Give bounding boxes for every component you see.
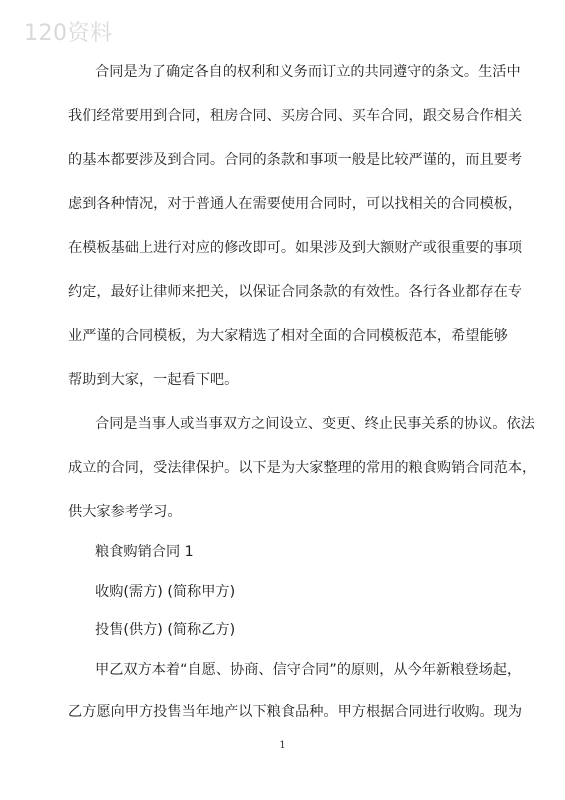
buyer-line: 收购(需方) (简称甲方) (95, 584, 236, 600)
paragraph-line: 乙方愿向甲方投售当年地产以下粮食品种。甲方根据合同进行收购。现为 (68, 704, 523, 720)
seller-line: 投售(供方) (简称乙方) (95, 622, 236, 638)
contract-title: 粮食购销合同 1 (95, 544, 194, 560)
paragraph-line: 约定，最好让律师来把关，以保证合同条款的有效性。各行各业都存在专 (68, 284, 523, 300)
paragraph-line: 成立的合同，受法律保护。以下是为大家整理的常用的粮食购销合同范本， (68, 460, 537, 476)
paragraph-line: 合同是当事人或当事双方之间设立、变更、终止民事关系的协议。依法 (95, 416, 535, 432)
paragraph-line: 的基本都要涉及到合同。合同的条款和事项一般是比较严谨的，而且要考 (68, 152, 523, 168)
paragraph-line: 在模板基础上进行对应的修改即可。如果涉及到大额财产或很重要的事项 (68, 240, 523, 256)
paragraph-line: 业严谨的合同模板，为大家精选了相对全面的合同模板范本，希望能够 (68, 328, 508, 344)
watermark-logo: 120资料 (24, 21, 113, 46)
paragraph-line: 虑到各种情况，对于普通人在需要使用合同时，可以找相关的合同模板， (68, 196, 523, 212)
paragraph-line: 甲乙双方本着“自愿、协商、信守合同”的原则，从今年新粮登场起， (95, 662, 522, 678)
paragraph-line: 我们经常要用到合同，租房合同、买房合同、买车合同，跟交易合作相关 (68, 108, 523, 124)
paragraph-line: 帮助到大家，一起看下吧。 (68, 372, 239, 388)
page-number: 1 (279, 740, 286, 751)
paragraph-line: 合同是为了确定各自的权利和义务而订立的共同遵守的条文。生活中 (95, 64, 521, 80)
paragraph-line: 供大家参考学习。 (68, 504, 182, 520)
